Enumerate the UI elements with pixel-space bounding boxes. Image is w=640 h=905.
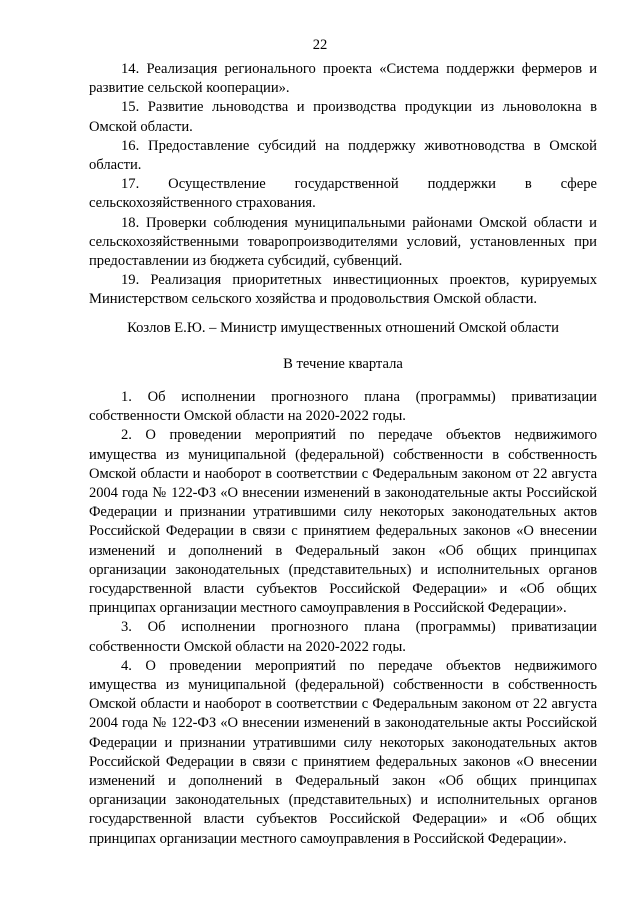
list-item: 4. О проведении мероприятий по передаче объектов недвижимого имущества из муниципальной (федеральной) собственности в собственность Омской области и наоборот в соответствии с Федеральным законом от 22 августа 2004 года № 122-ФЗ «О внесении изменений в законодательные акты Российской Федерации и признании утратившими силу некоторых законодательных актов Российской Федерации в связи с принятием федеральных законов «О внесении изменений и дополнений в Федеральный закон «Об общих принципах организации законодательных (представительных) и исполнительных органов государственной власти субъектов Российской Федерации» и «Об общих принципах организации местного самоуправления в Российской Федерации». [89,657,597,847]
list-item: 1. Об исполнении прогнозного плана (программы) приватизации собственности Омской области на 2020-2022 годы. [89,389,597,425]
list-item: 19. Реализация приоритетных инвестиционных проектов, курируемых Министерством сельского хозяйства и продовольствия Омской области. [89,272,597,308]
list-agriculture [89,60,597,310]
list-item: 16. Предоставление субсидий на поддержку животноводства в Омской области. [89,137,597,174]
list-item: 14. Реализация регионального проекта «Система поддержки фермеров и развитие сельской кооперации». [89,61,597,97]
list-item: 18. Проверки соблюдения муниципальными районами Омской области и сельскохозяйственными товаропроизводителями условий, установленных при предоставлении из бюджета субсидий, субвенций. [89,214,597,270]
list-item: 17. Осуществление государственной поддержки в сфере сельскохозяйственного страхования. [89,176,597,212]
list-item: 3. Об исполнении прогнозного плана (программы) приватизации собственности Омской области на 2020-2022 годы. [89,619,597,655]
list-property [89,388,597,849]
page-number: 22 [312,37,328,53]
minister-heading: Козлов Е.Ю. – Министр имущественных отношений Омской области [127,320,559,336]
list-item: 2. О проведении мероприятий по передаче объектов недвижимого имущества из муниципальной (федеральной) собственности в собственность Омской области и наоборот в соответствии с Федеральным законом от 22 августа 2004 года № 122-ФЗ «О внесении изменений в законодательные акты Российской Федерации и признании утратившими силу некоторых законодательных актов Российской Федерации в связи с принятием федеральных законов «О внесении изменений и дополнений в Федеральный закон «Об общих принципах организации законодательных (представительных) и исполнительных органов государственной власти субъектов Российской Федерации» и «Об общих принципах организации местного самоуправления в Российской Федерации». [89,427,597,617]
period-heading: В течение квартала [283,356,403,372]
list-item: 15. Развитие льноводства и производства продукции из льноволокна в Омской области. [89,99,597,135]
